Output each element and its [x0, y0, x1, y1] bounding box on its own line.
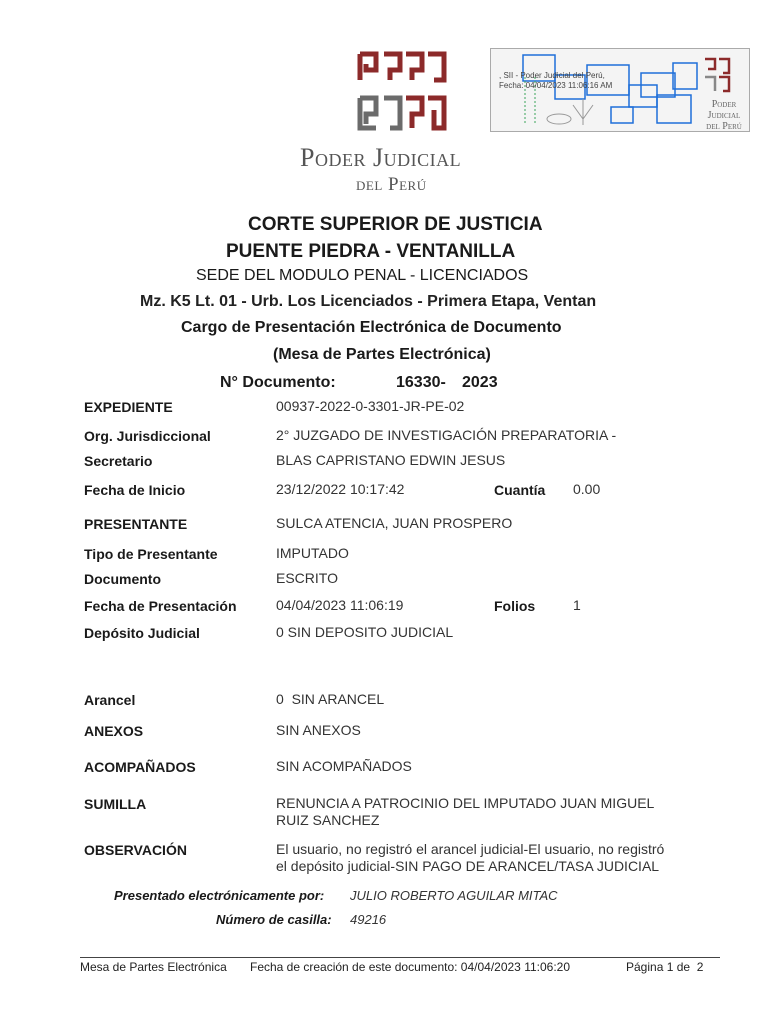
- tipo-label: Tipo de Presentante: [84, 546, 218, 562]
- poder-judicial-logo: [356, 50, 448, 132]
- observacion-line2: el depósito judicial-SIN PAGO DE ARANCEL/TASA JUDICIAL: [276, 858, 660, 874]
- presentacion-value: 04/04/2023 11:06:19: [276, 597, 404, 613]
- presentado-value: JULIO ROBERTO AGUILAR MITAC: [350, 888, 558, 903]
- anexos-label: ANEXOS: [84, 723, 144, 739]
- org-value: 2° JUZGADO DE INVESTIGACIÓN PREPARATORIA -: [276, 427, 617, 443]
- court-sede: SEDE DEL MODULO PENAL - LICENCIADOS: [196, 267, 529, 284]
- sumilla-label: SUMILLA: [84, 796, 147, 812]
- documento-value: ESCRITO: [276, 570, 338, 586]
- stamp-brand-line1: Poder Judicial: [707, 99, 741, 121]
- folios-value: 1: [573, 597, 581, 613]
- stamp-brand-line2: del Perú: [706, 121, 742, 132]
- expediente-label: EXPEDIENTE: [84, 399, 173, 415]
- cargo-title: Cargo de Presentación Electrónica de Documento: [181, 319, 562, 336]
- arancel-label: Arancel: [84, 692, 136, 708]
- secretario-label: Secretario: [84, 453, 153, 469]
- presentante-value: SULCA ATENCIA, JUAN PROSPERO: [276, 515, 513, 531]
- digital-signature-stamp: [490, 48, 750, 132]
- expediente-value: 00937-2022-0-3301-JR-PE-02: [276, 398, 465, 414]
- court-title: CORTE SUPERIOR DE JUSTICIA: [248, 214, 543, 235]
- sumilla-line1: RENUNCIA A PATROCINIO DEL IMPUTADO JUAN MIGUEL: [276, 795, 655, 811]
- footer-created-date: Fecha de creación de este documento: 04/04/2023 11:06:20: [250, 960, 571, 974]
- presentado-label: Presentado electrónicamente por:: [114, 888, 325, 903]
- anexos-value: SIN ANEXOS: [276, 722, 361, 738]
- footer-left: Mesa de Partes Electrónica: [80, 960, 227, 974]
- presentacion-label: Fecha de Presentación: [84, 598, 237, 614]
- stamp-brand: [699, 99, 749, 132]
- stamp-text-line1: , SII - Poder Judicial del Perú,: [499, 71, 605, 80]
- cuantia-label: Cuantía: [494, 482, 546, 498]
- observacion-label: OBSERVACIÓN: [84, 842, 187, 858]
- cuantia-value: 0.00: [573, 481, 601, 497]
- doc-number: 16330-: [396, 374, 446, 391]
- acompanados-label: ACOMPAÑADOS: [84, 759, 196, 775]
- deposito-label: Depósito Judicial: [84, 625, 200, 641]
- stamp-text-line2: Fecha: 04/04/2023 11:06:16 AM: [499, 81, 613, 90]
- tipo-value: IMPUTADO: [276, 545, 349, 561]
- inicio-value: 23/12/2022 10:17:42: [276, 481, 405, 497]
- stamp-text: [499, 71, 612, 91]
- mesa-title: (Mesa de Partes Electrónica): [273, 346, 491, 363]
- arancel-value: 0 SIN ARANCEL: [276, 691, 385, 707]
- observacion-line1: El usuario, no registró el arancel judicial-El usuario, no registró: [276, 841, 665, 857]
- casilla-value: 49216: [350, 912, 387, 927]
- folios-label: Folios: [494, 598, 536, 614]
- footer-page-number: Página 1 de 2: [626, 960, 704, 974]
- casilla-label: Número de casilla:: [216, 912, 332, 927]
- brand-title: Poder Judicial: [300, 143, 462, 172]
- acompanados-value: SIN ACOMPAÑADOS: [276, 758, 412, 774]
- secretario-value: BLAS CAPRISTANO EDWIN JESUS: [276, 452, 506, 468]
- documento-label: Documento: [84, 571, 161, 587]
- deposito-value: 0 SIN DEPOSITO JUDICIAL: [276, 624, 454, 640]
- footer-divider: [80, 957, 720, 958]
- court-address: Mz. K5 Lt. 01 - Urb. Los Licenciados - Primera Etapa, Ventan: [140, 293, 597, 310]
- doc-year: 2023: [462, 374, 498, 391]
- sumilla-line2: RUIZ SANCHEZ: [276, 812, 380, 828]
- org-label: Org. Jurisdiccional: [84, 428, 211, 444]
- presentante-label: PRESENTANTE: [84, 516, 188, 532]
- inicio-label: Fecha de Inicio: [84, 482, 186, 498]
- court-district: PUENTE PIEDRA - VENTANILLA: [226, 241, 516, 262]
- doc-number-label: N° Documento:: [220, 374, 336, 391]
- brand-subtitle: del Perú: [356, 174, 427, 195]
